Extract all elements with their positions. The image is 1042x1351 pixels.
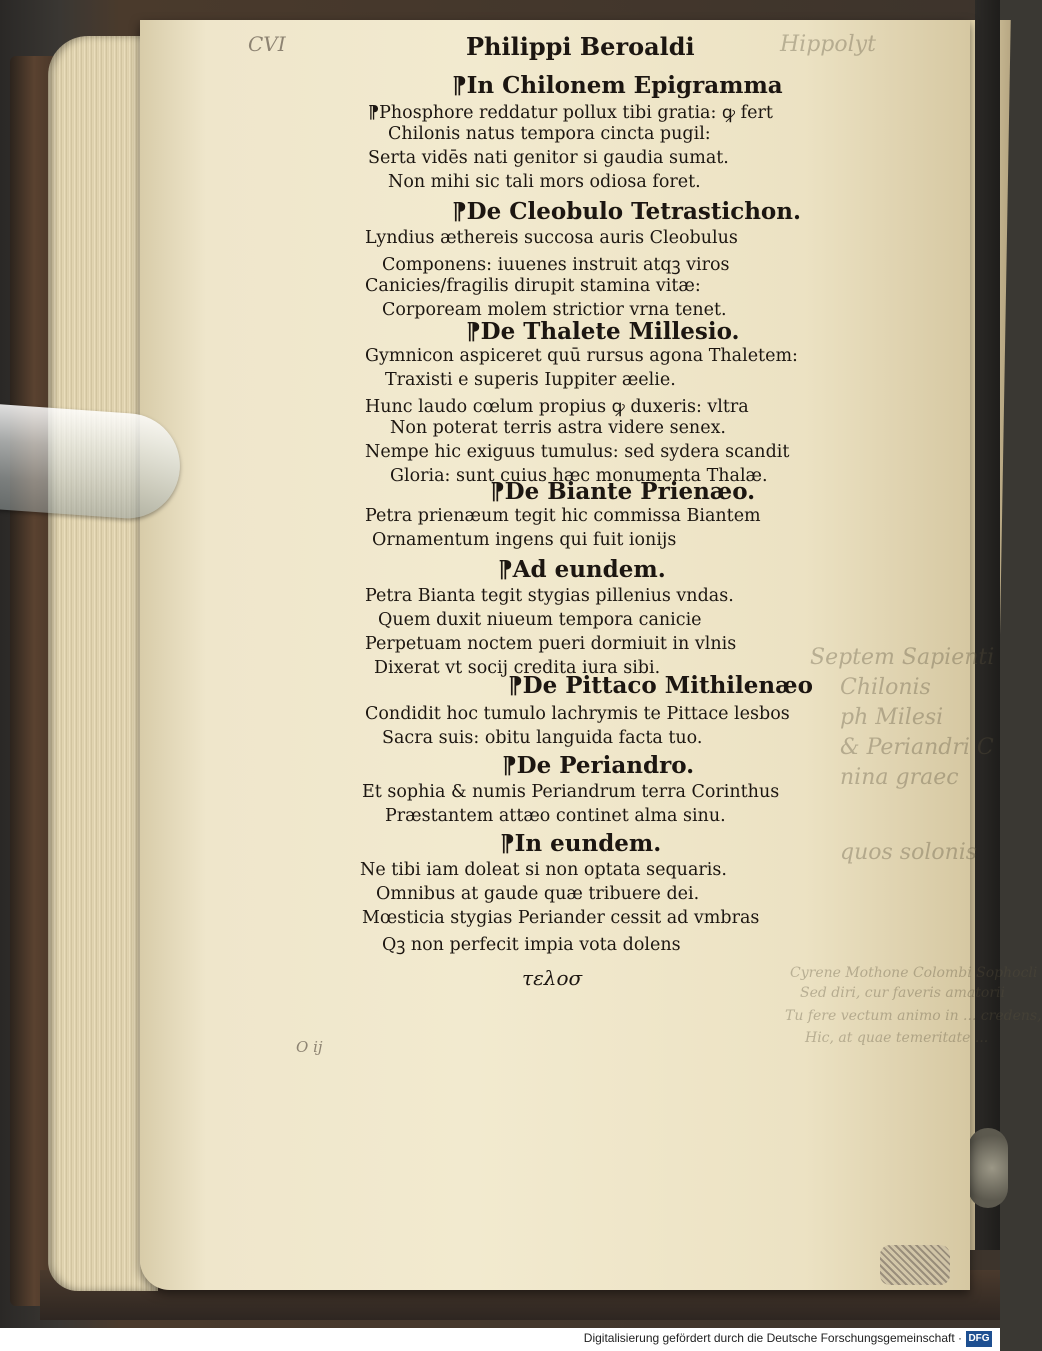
verse-line: Lyndius æthereis succosa auris Cleobulus: [365, 228, 738, 248]
verse-line: Sacra suis: obitu languida facta tuo.: [382, 728, 703, 748]
bleed-line: Cyrene Mothone Colombi Sophocli: [790, 965, 1038, 981]
bleed-line: ph Milesi: [840, 705, 944, 730]
bleed-line: Septem Sapienti: [810, 645, 995, 670]
verse-line: Corpoream molem strictior vrna tenet.: [382, 300, 727, 320]
poem-heading: ⁋De Thalete Millesio.: [466, 318, 740, 345]
verse-line: Qꝫ non perfecit impia vota dolens: [382, 935, 681, 955]
poem-heading: ⁋De Periandro.: [502, 752, 695, 779]
signature-mark: O ij: [296, 1038, 323, 1056]
footer-bar: [0, 1328, 1000, 1351]
bleed-line: nina graec: [840, 765, 959, 790]
bleed-line: Hic, at quae temeritate ...: [805, 1030, 989, 1046]
bleed-line: quos solonis: [840, 840, 978, 865]
poem-heading: ⁋De Cleobulo Tetrastichon.: [452, 198, 801, 225]
verse-line: Gymnicon aspiceret quū rursus agona Thaletem:: [365, 346, 798, 366]
verse-line: Nempe hic exiguus tumulus: sed sydera scandit: [365, 442, 790, 462]
verse-line: Quem duxit niueum tempora canicie: [378, 610, 702, 630]
verse-line: Et sophia & numis Periandrum terra Corinthus: [362, 782, 780, 802]
verse-line: Condidit hoc tumulo lachrymis te Pittace lesbos: [365, 704, 790, 724]
closing-word: τελοσ: [522, 966, 583, 990]
verse-line: Petra prienæum tegit hic commissa Biantem: [365, 506, 761, 526]
verse-line: Canicies/fragilis dirupit stamina vitæ:: [365, 276, 701, 296]
verse-line: Omnibus at gaude quæ tribuere dei.: [376, 884, 700, 904]
verse-line: Præstantem attæo continet alma sinu.: [385, 806, 726, 826]
bleed-line: Sed diri, cur faveris amatorii: [800, 985, 1005, 1001]
verse-line: Hunc laudo cœlum propius ꝙ duxeris: vltra: [365, 397, 749, 417]
bleed-line: Chilonis: [840, 675, 931, 700]
verse-line: ⁋Phosphore reddatur pollux tibi gratia: ꝙ fert: [368, 103, 773, 123]
footer-credit: Digitalisierung gefördert durch die Deutsche Forschungsgemeinschaft ·: [583, 1331, 962, 1345]
verse-line: Non mihi sic tali mors odiosa foret.: [388, 172, 701, 192]
verse-line: Ne tibi iam doleat si non optata sequaris.: [360, 860, 727, 880]
poem-heading: ⁋Ad eundem.: [498, 556, 666, 583]
bookmark-ribbon: [880, 1245, 950, 1285]
clasp: [968, 1128, 1008, 1208]
verse-line: Serta vidēs nati genitor si gaudia sumat.: [368, 148, 729, 168]
bleed-line: & Periandri C: [840, 735, 994, 760]
right-shadow: [975, 0, 1000, 1250]
folio-number: CVI: [248, 32, 286, 56]
verse-line: Mœsticia stygias Periander cessit ad vmbras: [362, 908, 760, 928]
poem-heading: ⁋In Chilonem Epigramma: [452, 72, 783, 99]
glass-page-weight: [0, 403, 183, 522]
running-head: Philippi Beroaldi: [466, 32, 695, 61]
poem-heading: ⁋De Biante Prienæo.: [490, 478, 756, 505]
verse-line: Componens: iuuenes instruit atqꝫ viros: [382, 255, 730, 275]
bleed-line: Hippolyt: [780, 32, 876, 57]
verse-line: Chilonis natus tempora cincta pugil:: [388, 124, 711, 144]
dfg-logo: DFG: [966, 1331, 992, 1347]
bleed-line: Tu fere vectum animo in ... credens,: [785, 1008, 1042, 1024]
verse-line: Perpetuam noctem pueri dormiuit in vlnis: [365, 634, 737, 654]
verse-line: Gloria: sunt cuius hæc monumenta Thalæ.: [390, 466, 768, 486]
verse-line: Petra Bianta tegit stygias pillenius vndas.: [365, 586, 734, 606]
poem-heading: ⁋In eundem.: [500, 830, 662, 857]
verse-line: Non poterat terris astra videre senex.: [390, 418, 726, 438]
poem-heading: ⁋De Pittaco Mithilenæo: [508, 672, 813, 699]
verse-line: Traxisti e superis Iuppiter æelie.: [385, 370, 676, 390]
verse-line: Ornamentum ingens qui fuit ionijs: [372, 530, 677, 550]
verse-line: Dixerat vt socij credita iura sibi.: [374, 658, 661, 678]
